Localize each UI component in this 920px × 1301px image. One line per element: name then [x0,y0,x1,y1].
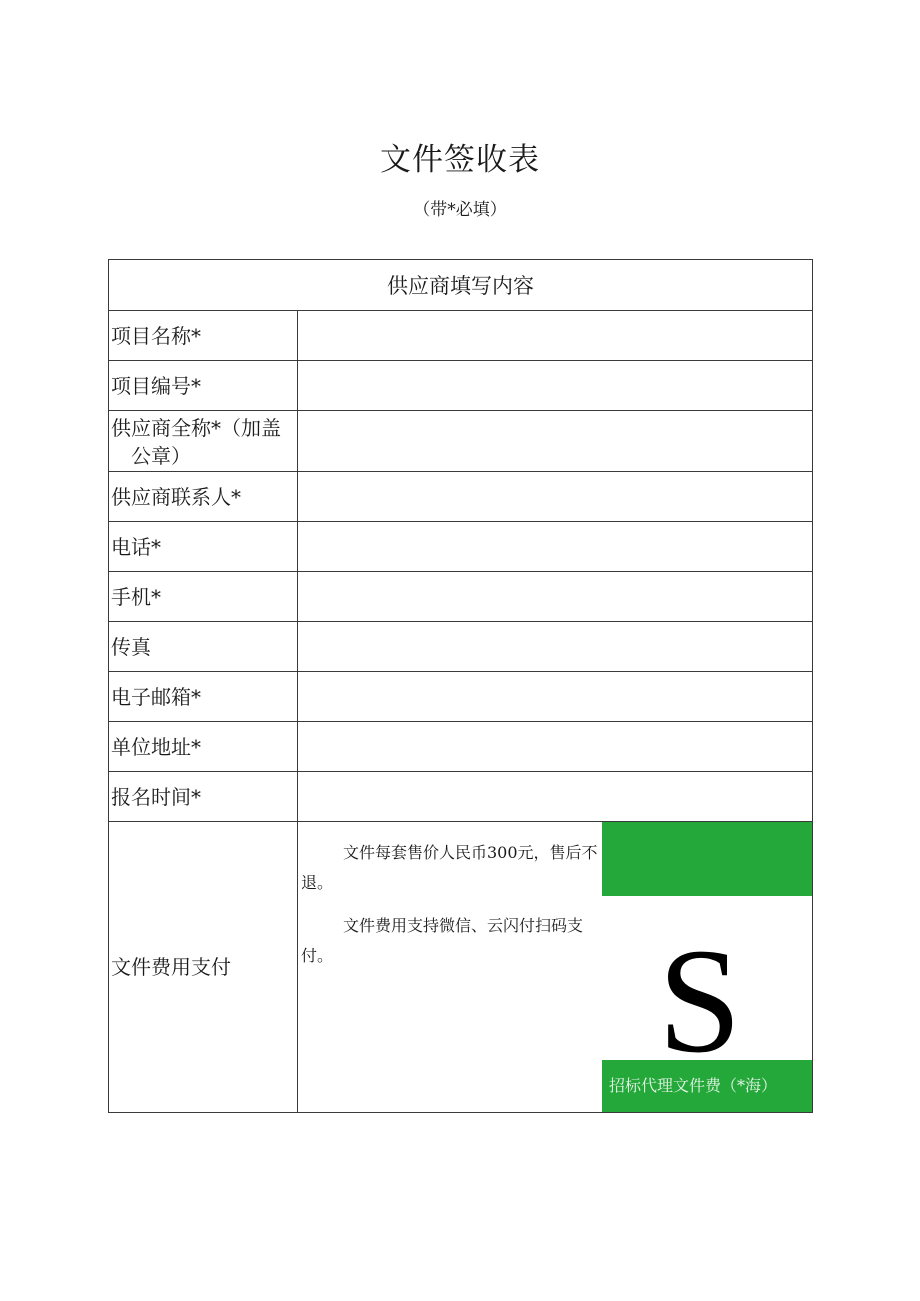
phone-field[interactable] [298,522,813,572]
supplier-full-name-field[interactable] [298,411,813,472]
project-number-label: 项目编号* [109,361,298,411]
project-name-label: 项目名称* [109,311,298,361]
fax-field[interactable] [298,622,813,672]
email-label: 电子邮箱* [109,672,298,722]
fee-description [301,838,601,984]
company-address-label: 单位地址* [109,722,298,772]
project-name-field[interactable] [298,311,813,361]
registration-time-field[interactable] [298,772,813,822]
table-header: 供应商填写内容 [109,260,813,311]
mobile-label: 手机* [109,572,298,622]
fee-method-paragraph: 文件费用支持微信、云闪付扫码支付。 [301,916,584,965]
payment-qr-caption: 招标代理文件费（*海） [602,1060,812,1112]
supplier-full-name-label-line1: 供应商全称*（加盖 [111,416,281,440]
supplier-contact-label: 供应商联系人* [109,472,298,522]
fee-price-paragraph: 文件每套售价人民币300元，售后不退。 [301,843,598,892]
supplier-full-name-label-line2: 公章） [131,444,191,468]
project-number-field[interactable] [298,361,813,411]
supplier-contact-field[interactable] [298,472,813,522]
payment-qr-glyph: S [658,926,742,1060]
required-note: （带*必填） [413,200,507,220]
registration-time-label: 报名时间* [109,772,298,822]
payment-qr-header [602,822,812,896]
company-address-field[interactable] [298,722,813,772]
fee-payment-label: 文件费用支付 [109,822,298,1113]
supplier-full-name-label [109,411,298,472]
fee-payment-cell [298,822,813,1113]
sign-in-form-table [108,259,813,1113]
phone-label: 电话* [109,522,298,572]
email-field[interactable] [298,672,813,722]
fax-label: 传真 [109,622,298,672]
mobile-field[interactable] [298,572,813,622]
document-title: 文件签收表 [380,142,540,178]
